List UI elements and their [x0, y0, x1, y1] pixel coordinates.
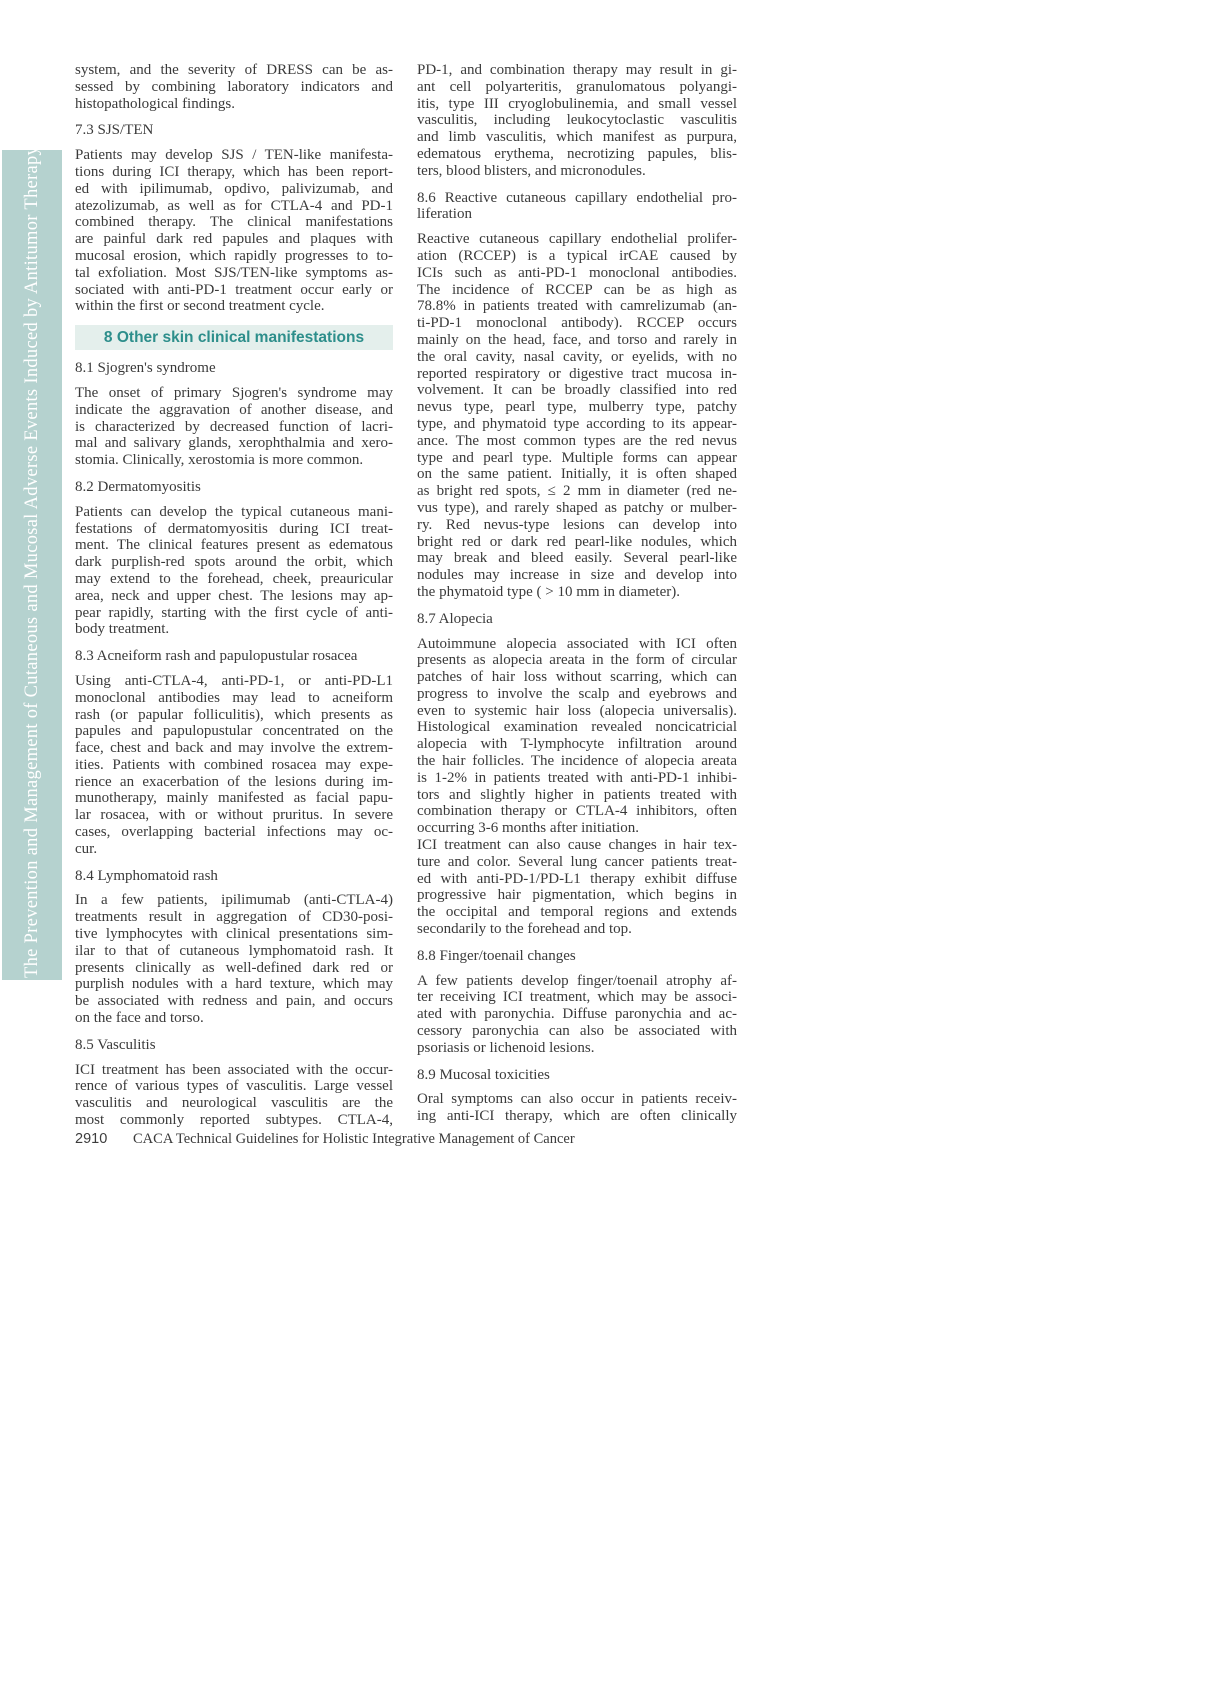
text-line: tors and slightly higher in patients treated with	[417, 786, 737, 803]
text-line: combined therapy. The clinical manifestations	[75, 214, 393, 231]
text-line: ated with paronychia. Diffuse paronychia and ac-	[417, 1006, 737, 1023]
text-line: 8.4 Lymphomatoid rash	[75, 867, 218, 884]
text-line: dark purplish-red spots around the orbit, which	[75, 554, 393, 571]
text-line: type and pearl type. Multiple forms can appear	[417, 449, 737, 466]
text-line: ter receiving ICI treatment, which may be associ-	[417, 989, 737, 1006]
paragraph	[75, 1062, 393, 1129]
text-line: area, neck and upper chest. The lesions may ap-	[75, 587, 393, 604]
text-line: ation (RCCEP) is a typical irCAE caused by	[417, 247, 737, 264]
text-line: 8.9 Mucosal toxicities	[417, 1066, 550, 1083]
text-line: may extend to the forehead, cheek, preauricular	[75, 570, 393, 587]
text-line: the oral cavity, nasal cavity, or eyelids, with no	[417, 348, 737, 365]
text-line: ed with anti-PD-1/PD-L1 therapy exhibit diffuse	[417, 870, 737, 887]
text-line: ed with ipilimumab, opdivo, palivizumab, and	[75, 180, 393, 197]
paragraph	[417, 1091, 737, 1125]
section-banner	[75, 325, 393, 350]
text-line: tive lymphocytes with clinical presentations sim-	[75, 926, 393, 943]
paragraph	[75, 147, 393, 315]
text-line: the hair follicles. The incidence of alopecia areata	[417, 753, 737, 770]
text-line: the occipital and temporal regions and extends	[417, 904, 737, 921]
text-line: histopathological findings.	[75, 95, 235, 112]
text-line: occurring 3-6 months after initiation.	[417, 820, 640, 837]
text-line: festations of dermatomyositis during ICI treat-	[75, 520, 393, 537]
text-line: secondarily to the forehead and top.	[417, 921, 632, 938]
section-heading	[75, 122, 393, 139]
text-line: ities. Patients with combined rosacea may expe-	[75, 756, 393, 773]
text-line: alopecia with T-lymphocyte infiltration around	[417, 736, 737, 753]
text-line: pear rapidly, starting with the first cycle of anti-	[75, 604, 393, 621]
text-line: 8.2 Dermatomyositis	[75, 478, 201, 495]
section-heading	[417, 611, 737, 628]
text-line: munotherapy, mainly manifested as facial papu-	[75, 790, 393, 807]
text-line: Patients can develop the typical cutaneous mani-	[75, 503, 393, 520]
text-line: type, and phymatoid type according to its appear-	[417, 415, 737, 432]
journal-title: CACA Technical Guidelines for Holistic Integrative Management of Cancer	[133, 1131, 575, 1147]
paragraph	[75, 504, 393, 638]
text-line: 8.3 Acneiform rash and papulopustular rosacea	[75, 648, 358, 665]
text-line: system, and the severity of DRESS can be as-	[75, 62, 393, 78]
text-line: is 1-2% in patients treated with anti-PD-1 inhibi-	[417, 769, 737, 786]
text-line: within the first or second treatment cycle.	[75, 298, 325, 315]
text-line: nevus type, pearl type, mulberry type, patchy	[417, 399, 737, 416]
text-line: vus type), and rarely shaped as patchy or mulber-	[417, 499, 737, 516]
text-line: presents clinically as well-defined dark red or	[75, 959, 393, 976]
text-line: presents as alopecia areata in the form of circular	[417, 652, 737, 669]
text-line: 7.3 SJS/TEN	[75, 122, 154, 139]
paragraph	[75, 892, 393, 1026]
text-line: tions during ICI therapy, which has been report-	[75, 163, 393, 180]
text-line: cessory paronychia can also be associated with	[417, 1023, 737, 1040]
text-line: ment. The clinical features present as edematous	[75, 537, 393, 554]
text-line: Oral symptoms can also occur in patients receiv-	[417, 1091, 737, 1108]
page-footer	[75, 1130, 775, 1148]
text-line: Reactive cutaneous capillary endothelial prolifer-	[417, 231, 737, 248]
sidebar-vertical-title: The Prevention and Management of Cutaneous and Mucosal Adverse Events Induced by Antitumor Therapy	[22, 145, 42, 978]
text-line: ing anti-ICI therapy, which are often clinically	[417, 1108, 737, 1125]
text-line: In a few patients, ipilimumab (anti-CTLA-4)	[75, 892, 393, 909]
text-line: the phymatoid type ( > 10 mm in diameter).	[417, 583, 680, 600]
text-line: on the face and torso.	[75, 1010, 204, 1027]
text-line: lar rosacea, with or without pruritus. In severe	[75, 807, 393, 824]
text-line: patches of hair loss without scarring, which can	[417, 669, 737, 686]
section-heading	[75, 1037, 393, 1054]
section-heading	[75, 360, 393, 377]
text-line: stomia. Clinically, xerostomia is more common.	[75, 452, 364, 469]
text-line: vasculitis and neurological vasculitis are the	[75, 1095, 393, 1112]
text-line: mainly on the head, face, and torso and rarely in	[417, 331, 737, 348]
text-line: even to systemic hair loss (alopecia universalis).	[417, 702, 737, 719]
text-line: cur.	[75, 840, 98, 857]
paragraph	[417, 837, 737, 938]
section-heading	[417, 190, 737, 224]
text-line: indicate the aggravation of another disease, and	[75, 401, 393, 418]
text-line: atezolizumab, as well as for CTLA-4 and PD-1	[75, 197, 393, 214]
text-line: ance. The most common types are the red nevus	[417, 432, 737, 449]
text-line: 8.6 Reactive cutaneous capillary endothelial pro-	[417, 189, 737, 206]
text-line: monoclonal antibodies may lead to acneiform	[75, 689, 393, 706]
text-line: ti-PD-1 monoclonal antibody). RCCEP occurs	[417, 315, 737, 332]
text-line: liferation	[417, 206, 472, 223]
text-line: body treatment.	[75, 621, 170, 638]
text-line: edematous erythema, necrotizing papules, blis-	[417, 145, 737, 162]
text-line: 8.8 Finger/toenail changes	[417, 947, 576, 964]
text-column-left	[75, 62, 393, 1129]
text-line: Autoimmune alopecia associated with ICI often	[417, 635, 737, 652]
text-line: 8.5 Vasculitis	[75, 1036, 156, 1053]
text-line: itis, type III cryoglobulinemia, and small vessel	[417, 95, 737, 112]
text-line: rash (or papular folliculitis), which presents as	[75, 706, 393, 723]
text-line: purplish nodules with a hard texture, which may	[75, 976, 393, 993]
text-line: reported respiratory or digestive tract mucosa in-	[417, 365, 737, 382]
section-heading	[75, 868, 393, 885]
section-heading	[417, 1067, 737, 1084]
text-line: Patients may develop SJS / TEN-like manifesta-	[75, 147, 393, 164]
text-line: ICIs such as anti-PD-1 monoclonal antibodies.	[417, 264, 737, 281]
text-line: progressive hair pigmentation, which begins in	[417, 887, 737, 904]
text-line: The onset of primary Sjogren's syndrome may	[75, 384, 393, 401]
text-line: on the same patient. Initially, it is often shaped	[417, 466, 737, 483]
page-number: 2910	[75, 1131, 108, 1147]
paragraph	[75, 385, 393, 469]
text-line: volvement. It can be broadly classified into red	[417, 382, 737, 399]
paragraph	[75, 62, 393, 112]
text-line: 8.7 Alopecia	[417, 610, 493, 627]
text-line: A few patients develop finger/toenail atrophy af-	[417, 972, 737, 989]
text-line: is characterized by decreased function of lacri-	[75, 418, 393, 435]
text-line: may break and bleed easily. Several pearl-like	[417, 550, 737, 567]
text-line: 78.8% in patients treated with camrelizumab (an-	[417, 298, 737, 315]
text-line: progress to involve the scalp and eyebrows and	[417, 685, 737, 702]
text-line: bright red or dark red pearl-like nodules, which	[417, 533, 737, 550]
text-line: sessed by combining laboratory indicators and	[75, 78, 393, 95]
paragraph	[417, 636, 737, 838]
paragraph	[417, 62, 737, 180]
text-line: psoriasis or lichenoid lesions.	[417, 1039, 595, 1056]
text-line: 8.1 Sjogren's syndrome	[75, 360, 216, 377]
text-line: ilar to that of cutaneous lymphomatoid rash. It	[75, 942, 393, 959]
text-line: treatments result in aggregation of CD30-posi-	[75, 909, 393, 926]
paragraph	[417, 973, 737, 1057]
paragraph	[417, 231, 737, 601]
text-line: and limb vasculitis, which manifest as purpura,	[417, 129, 737, 146]
text-line: as bright red spots, ≤ 2 mm in diameter (red ne-	[417, 483, 737, 500]
text-line: ant cell polyarteritis, granulomatous polyangi-	[417, 78, 737, 95]
text-line: mucosal erosion, which rapidly progresses to to-	[75, 247, 393, 264]
text-line: most commonly reported subtypes. CTLA-4,	[75, 1112, 393, 1129]
text-column-right	[417, 62, 737, 1125]
text-line: mal and salivary glands, xerophthalmia and xero-	[75, 435, 393, 452]
text-line: 8 Other skin clinical manifestations	[103, 329, 365, 347]
text-line: rience an exacerbation of the lesions during im-	[75, 773, 393, 790]
text-line: PD-1, and combination therapy may result in gi-	[417, 62, 737, 78]
text-line: tal exfoliation. Most SJS/TEN-like symptoms as-	[75, 264, 393, 281]
text-line: combination therapy or CTLA-4 inhibitors, often	[417, 803, 737, 820]
text-line: sociated with anti-PD-1 treatment occur early or	[75, 281, 393, 298]
section-heading	[417, 948, 737, 965]
text-line: ICI treatment has been associated with the occur-	[75, 1061, 393, 1078]
text-line: ters, blood blisters, and micronodules.	[417, 162, 646, 179]
text-line: papules and papulopustular concentrated on the	[75, 723, 393, 740]
text-line: be associated with redness and pain, and occurs	[75, 993, 393, 1010]
text-line: ture and color. Several lung cancer patients treat-	[417, 853, 737, 870]
text-line: rence of various types of vasculitis. Large vessel	[75, 1078, 393, 1095]
text-line: nodules may increase in size and develop into	[417, 567, 737, 584]
text-line: ry. Red nevus-type lesions can develop into	[417, 516, 737, 533]
text-line: vasculitis, including leukocytoclastic vasculitis	[417, 112, 737, 129]
section-heading	[75, 479, 393, 496]
paragraph	[75, 673, 393, 858]
text-line: cases, overlapping bacterial infections may oc-	[75, 824, 393, 841]
section-heading	[75, 648, 393, 665]
text-line: Histological examination revealed noncicatricial	[417, 719, 737, 736]
text-line: Using anti-CTLA-4, anti-PD-1, or anti-PD-L1	[75, 672, 393, 689]
text-line: The incidence of RCCEP can be as high as	[417, 281, 737, 298]
text-line: ICI treatment can also cause changes in hair tex-	[417, 837, 737, 854]
text-line: face, chest and back and may involve the extrem-	[75, 740, 393, 757]
text-line: are painful dark red papules and plaques with	[75, 231, 393, 248]
